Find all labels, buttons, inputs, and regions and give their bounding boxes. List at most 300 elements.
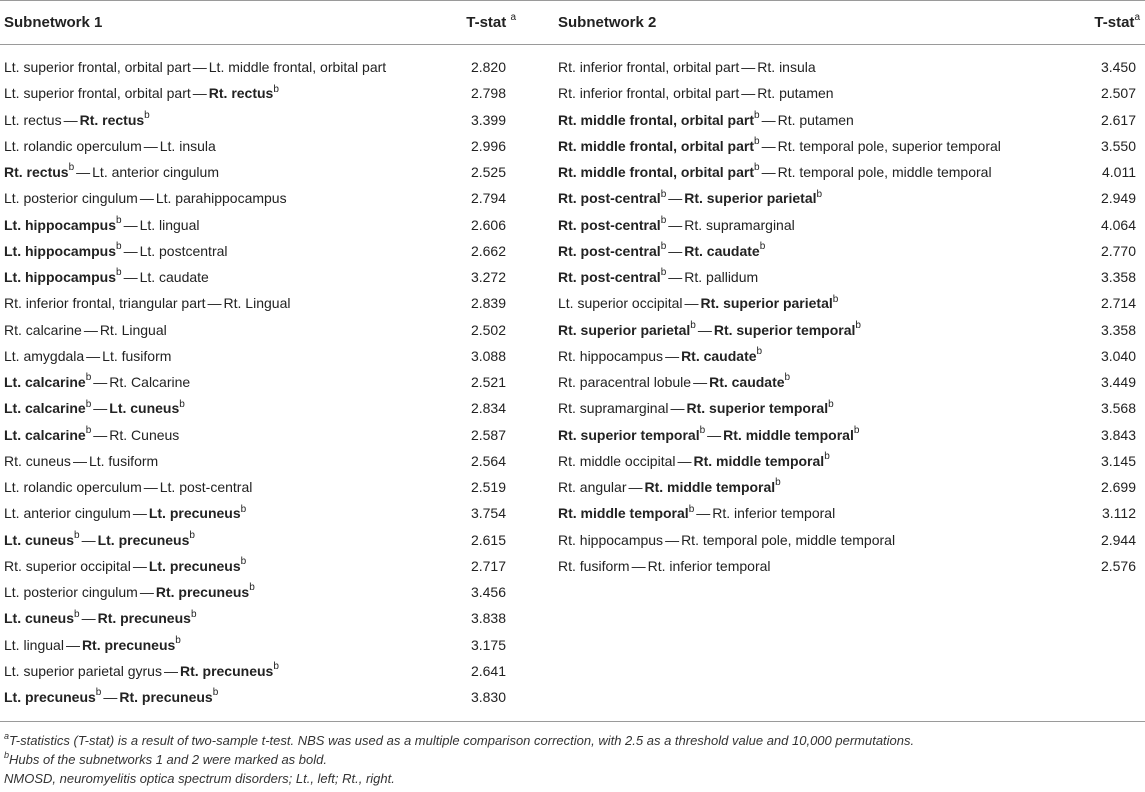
connection-separator: — bbox=[63, 111, 78, 128]
region-name: Rt. caudate bbox=[681, 347, 757, 364]
region-name: Rt. cuneus bbox=[4, 452, 71, 469]
region-name: Rt. Lingual bbox=[223, 295, 291, 312]
connection-label bbox=[558, 453, 830, 469]
table-row bbox=[4, 239, 516, 265]
region-name: Lt. lingual bbox=[4, 636, 64, 653]
hub-marker: b bbox=[74, 608, 80, 620]
region-name: Rt. fusiform bbox=[558, 557, 630, 574]
region-name: Lt. post-central bbox=[159, 479, 253, 495]
connection-separator: — bbox=[76, 164, 91, 180]
region-name: Lt. posterior cingulum bbox=[4, 190, 138, 207]
hub-marker: b bbox=[754, 136, 760, 148]
hub-marker: b bbox=[240, 503, 247, 515]
connection-label bbox=[558, 532, 895, 548]
connection-label bbox=[4, 529, 195, 548]
connection-separator: — bbox=[761, 137, 776, 154]
connection-separator: — bbox=[696, 505, 711, 522]
region-name: Rt. post-central bbox=[558, 216, 661, 233]
region-name: Lt. parahippocampus bbox=[155, 190, 287, 207]
connection-label bbox=[558, 348, 762, 364]
region-name: Lt. fusiform bbox=[102, 347, 172, 364]
connection-label bbox=[4, 269, 209, 285]
connection-separator: — bbox=[132, 557, 147, 574]
t-stat-value: 2.521 bbox=[470, 374, 506, 390]
connection-separator: — bbox=[631, 557, 646, 574]
table-row bbox=[4, 554, 516, 580]
region-name: Lt. hippocampus bbox=[4, 269, 116, 285]
region-name: Rt. middle frontal, orbital part bbox=[558, 137, 755, 154]
hub-marker: b bbox=[144, 109, 150, 121]
connection-separator: — bbox=[103, 689, 118, 705]
connection-label bbox=[4, 374, 190, 390]
connection-separator: — bbox=[670, 400, 685, 417]
connection-label bbox=[4, 505, 246, 521]
table-row bbox=[4, 659, 516, 685]
subnetwork-1-tstat-header bbox=[466, 14, 516, 31]
hub-marker: b bbox=[249, 582, 255, 594]
tstat-label: T-stat bbox=[466, 14, 507, 31]
t-stat-value: 2.839 bbox=[470, 295, 506, 312]
region-name: Lt. caudate bbox=[139, 269, 209, 285]
hub-marker: b bbox=[68, 162, 75, 174]
region-name: Rt. precuneus bbox=[81, 636, 176, 653]
t-stat-value: 2.996 bbox=[470, 137, 506, 154]
connection-separator: — bbox=[93, 426, 108, 443]
region-name: Lt. precuneus bbox=[148, 557, 241, 574]
connection-label bbox=[4, 400, 185, 416]
connection-label bbox=[558, 85, 834, 101]
hub-marker: b bbox=[754, 162, 760, 174]
region-name: Lt. cuneus bbox=[4, 610, 75, 627]
footnote-text: NMOSD, neuromyelitis optica spectrum disorders; Lt., left; Rt., right. bbox=[4, 771, 395, 786]
connection-separator: — bbox=[143, 137, 158, 154]
connection-separator: — bbox=[81, 531, 96, 548]
table-row bbox=[4, 685, 516, 711]
region-name: Rt. Calcarine bbox=[109, 374, 191, 390]
region-name: Lt. insula bbox=[159, 137, 216, 154]
hub-marker: b bbox=[273, 83, 279, 95]
table-row bbox=[558, 134, 1140, 160]
connection-label bbox=[558, 400, 834, 416]
table-row bbox=[4, 370, 516, 396]
t-stat-value: 3.456 bbox=[470, 584, 506, 600]
table-row bbox=[558, 396, 1140, 422]
connection-separator: — bbox=[668, 242, 683, 259]
t-stat-value: 2.944 bbox=[1100, 531, 1136, 548]
region-name: Lt. anterior cingulum bbox=[4, 505, 131, 522]
region-name: Rt. insula bbox=[757, 59, 816, 75]
connection-separator: — bbox=[693, 374, 708, 390]
region-name: Rt. middle frontal, orbital part bbox=[558, 111, 755, 128]
region-name: Rt. middle temporal bbox=[693, 452, 825, 469]
t-stat-value: 3.088 bbox=[470, 347, 506, 364]
t-stat-value: 3.358 bbox=[1100, 269, 1136, 285]
hub-marker: b bbox=[74, 529, 80, 541]
connection-separator: — bbox=[668, 216, 683, 233]
hub-marker: b bbox=[85, 398, 92, 410]
region-name: Rt. caudate bbox=[684, 242, 760, 259]
t-stat-value: 3.568 bbox=[1100, 400, 1136, 417]
t-stat-value: 2.949 bbox=[1100, 190, 1136, 207]
t-stat-value: 3.272 bbox=[470, 269, 506, 285]
region-name: Rt. post-central bbox=[558, 190, 661, 207]
t-stat-value: 2.798 bbox=[470, 85, 506, 102]
connection-label bbox=[4, 164, 219, 180]
hub-marker: b bbox=[85, 424, 92, 436]
region-name: Rt. caudate bbox=[709, 374, 785, 390]
t-stat-value: 3.450 bbox=[1100, 59, 1136, 75]
subnetwork-2-title: Subnetwork 2 bbox=[558, 14, 657, 31]
connection-separator: — bbox=[123, 216, 138, 233]
footnote-abbreviations bbox=[4, 769, 914, 788]
region-name: Rt. middle temporal bbox=[558, 505, 689, 522]
subnetwork-2-rows bbox=[558, 55, 1140, 580]
t-stat-value: 3.040 bbox=[1100, 347, 1136, 364]
hub-marker: b bbox=[660, 241, 667, 253]
t-stat-value: 2.507 bbox=[1100, 85, 1136, 102]
table-row bbox=[558, 501, 1140, 527]
table-row bbox=[4, 475, 516, 501]
table-row bbox=[4, 423, 516, 449]
connection-label bbox=[4, 663, 279, 679]
connection-label bbox=[4, 584, 255, 600]
t-stat-value: 3.830 bbox=[470, 689, 506, 705]
region-name: Rt. middle occipital bbox=[558, 452, 676, 469]
region-name: Lt. calcarine bbox=[4, 426, 86, 443]
hub-marker: b bbox=[754, 109, 760, 121]
region-name: Lt. cuneus bbox=[4, 531, 75, 548]
footnote-a bbox=[4, 731, 914, 750]
t-stat-value: 2.662 bbox=[470, 242, 506, 259]
region-name: Lt. precuneus bbox=[148, 505, 241, 522]
connection-label bbox=[558, 295, 838, 311]
region-name: Rt. rectus bbox=[208, 85, 274, 102]
region-name: Rt. post-central bbox=[558, 269, 661, 285]
t-stat-value: 3.754 bbox=[470, 505, 506, 522]
t-stat-value: 3.358 bbox=[1100, 321, 1136, 338]
t-stat-value: 3.399 bbox=[470, 111, 506, 128]
table-row bbox=[558, 160, 1140, 186]
region-name: Lt. posterior cingulum bbox=[4, 584, 138, 600]
connection-label bbox=[558, 214, 795, 233]
region-name: Lt. lingual bbox=[139, 216, 200, 233]
region-name: Lt. rectus bbox=[4, 111, 62, 128]
connection-label bbox=[4, 85, 279, 101]
t-stat-value: 2.576 bbox=[1100, 557, 1136, 574]
connection-label bbox=[4, 453, 158, 469]
connection-label bbox=[558, 374, 790, 390]
t-stat-value: 2.587 bbox=[470, 426, 506, 443]
hub-marker: b bbox=[824, 451, 830, 463]
hub-marker: b bbox=[179, 398, 185, 410]
hub-marker: b bbox=[116, 241, 122, 253]
t-stat-value: 2.820 bbox=[470, 59, 506, 75]
table-row bbox=[4, 55, 516, 81]
connection-separator: — bbox=[697, 321, 712, 338]
region-name: Rt. paracentral lobule bbox=[558, 374, 692, 390]
region-name: Rt. superior occipital bbox=[4, 557, 131, 574]
t-stat-value: 3.449 bbox=[1100, 374, 1136, 390]
connection-separator: — bbox=[665, 347, 680, 364]
connection-label bbox=[4, 479, 252, 495]
connection-separator: — bbox=[677, 452, 692, 469]
table-row bbox=[558, 55, 1140, 81]
connection-label bbox=[558, 164, 992, 180]
hub-marker: b bbox=[212, 687, 219, 699]
connection-label bbox=[4, 424, 180, 443]
t-stat-value: 2.641 bbox=[470, 662, 506, 679]
table-row bbox=[558, 239, 1140, 265]
t-stat-value: 2.699 bbox=[1100, 479, 1136, 495]
hub-marker: b bbox=[116, 267, 122, 279]
table-row bbox=[558, 213, 1140, 239]
connection-label bbox=[4, 295, 290, 311]
hub-marker: b bbox=[759, 241, 766, 253]
hub-marker: b bbox=[660, 188, 667, 200]
region-name: Rt. middle temporal bbox=[644, 479, 776, 495]
region-name: Rt. Cuneus bbox=[109, 426, 180, 443]
connection-label bbox=[558, 269, 758, 285]
hub-marker: b bbox=[660, 267, 667, 279]
t-stat-value: 2.834 bbox=[470, 400, 506, 417]
region-name: Rt. supramarginal bbox=[684, 216, 795, 233]
connection-label bbox=[558, 319, 861, 338]
region-name: Lt. anterior cingulum bbox=[92, 164, 219, 180]
t-stat-value: 4.064 bbox=[1100, 216, 1136, 233]
hub-marker: b bbox=[756, 346, 763, 358]
table-row bbox=[4, 449, 516, 475]
region-name: Rt. angular bbox=[558, 479, 627, 495]
footnote-text: Hubs of the subnetworks 1 and 2 were marked as bold. bbox=[9, 752, 327, 767]
subnetwork-1-header bbox=[4, 14, 516, 34]
hub-marker: b bbox=[688, 503, 695, 515]
table-row bbox=[4, 291, 516, 317]
hub-marker: b bbox=[784, 372, 791, 384]
t-stat-value: 2.714 bbox=[1100, 295, 1136, 312]
region-name: Rt. supramarginal bbox=[558, 400, 669, 417]
footnote-marker: b bbox=[4, 749, 10, 760]
connection-label bbox=[558, 505, 835, 521]
hub-marker: b bbox=[855, 319, 861, 331]
region-name: Lt. rolandic operculum bbox=[4, 479, 142, 495]
connection-label bbox=[4, 243, 228, 259]
region-name: Lt. superior parietal gyrus bbox=[4, 662, 162, 679]
table-row bbox=[558, 186, 1140, 212]
t-stat-value: 2.519 bbox=[470, 479, 506, 495]
connection-separator: — bbox=[132, 505, 147, 522]
hub-marker: b bbox=[189, 529, 195, 541]
connection-separator: — bbox=[86, 347, 101, 364]
connection-label bbox=[4, 634, 181, 653]
region-name: Rt. superior temporal bbox=[686, 400, 829, 417]
t-stat-value: 3.838 bbox=[470, 610, 506, 627]
region-name: Rt. precuneus bbox=[119, 689, 213, 705]
connection-separator: — bbox=[123, 269, 138, 285]
table-row bbox=[558, 291, 1140, 317]
tstat-label: T-stat bbox=[1094, 14, 1135, 31]
region-name: Rt. superior parietal bbox=[684, 190, 817, 207]
region-name: Lt. superior occipital bbox=[558, 295, 683, 312]
hub-marker: b bbox=[699, 424, 706, 436]
region-name: Rt. post-central bbox=[558, 242, 661, 259]
region-name: Rt. superior parietal bbox=[700, 295, 833, 312]
connection-separator: — bbox=[192, 85, 207, 102]
t-stat-value: 3.550 bbox=[1100, 137, 1136, 154]
connection-separator: — bbox=[93, 374, 108, 390]
region-name: Rt. pallidum bbox=[684, 269, 759, 285]
connection-label bbox=[558, 424, 860, 443]
hub-marker: b bbox=[853, 424, 860, 436]
table-row bbox=[4, 606, 516, 632]
region-name: Rt. precuneus bbox=[155, 584, 250, 600]
table-footnotes bbox=[4, 731, 914, 788]
connection-label bbox=[4, 322, 167, 338]
table-row bbox=[4, 134, 516, 160]
table-row bbox=[558, 449, 1140, 475]
hub-marker: b bbox=[828, 398, 834, 410]
region-name: Lt. amygdala bbox=[4, 347, 85, 364]
region-name: Rt. temporal pole, middle temporal bbox=[681, 531, 896, 548]
hub-marker: b bbox=[660, 214, 667, 226]
table-row bbox=[4, 344, 516, 370]
t-stat-value: 2.502 bbox=[470, 321, 506, 338]
region-name: Rt. middle temporal bbox=[723, 426, 854, 443]
region-name: Rt. superior parietal bbox=[558, 321, 691, 338]
region-name: Rt. putamen bbox=[757, 85, 834, 102]
region-name: Rt. inferior frontal, orbital part bbox=[558, 85, 740, 102]
tstat-footnote-marker: a bbox=[1134, 12, 1140, 23]
t-stat-value: 2.615 bbox=[470, 531, 506, 548]
footnote-text: T-statistics (T-stat) is a result of two-sample t-test. NBS was used as a multiple comparison correction, with 2.5 as a threshold value and 10,000 permutations. bbox=[9, 733, 915, 748]
region-name: Rt. hippocampus bbox=[558, 531, 664, 548]
region-name: Lt. fusiform bbox=[88, 452, 159, 469]
connection-separator: — bbox=[81, 610, 96, 627]
hub-marker: b bbox=[816, 188, 823, 200]
t-stat-value: 4.011 bbox=[1102, 164, 1136, 180]
connection-label bbox=[4, 59, 386, 75]
table-row bbox=[558, 554, 1140, 580]
region-name: Rt. rectus bbox=[4, 164, 69, 180]
region-name: Rt. putamen bbox=[777, 111, 854, 128]
hub-marker: b bbox=[832, 293, 839, 305]
t-stat-value: 3.175 bbox=[470, 636, 506, 653]
footnote-marker: a bbox=[4, 730, 10, 741]
region-name: Lt. rolandic operculum bbox=[4, 137, 142, 154]
region-name: Rt. precuneus bbox=[179, 662, 274, 679]
connection-label bbox=[4, 348, 171, 364]
t-stat-value: 2.606 bbox=[470, 216, 506, 233]
region-name: Lt. calcarine bbox=[4, 374, 86, 390]
table-row bbox=[558, 81, 1140, 107]
connection-separator: — bbox=[139, 584, 154, 600]
region-name: Rt. temporal pole, middle temporal bbox=[777, 164, 992, 180]
region-name: Lt. cuneus bbox=[109, 400, 180, 417]
table-row bbox=[558, 423, 1140, 449]
connection-separator: — bbox=[65, 636, 80, 653]
t-stat-value: 3.112 bbox=[1102, 505, 1136, 522]
table-row bbox=[4, 81, 516, 107]
connection-separator: — bbox=[72, 452, 87, 469]
region-name: Rt. Lingual bbox=[99, 321, 167, 338]
connection-label bbox=[558, 190, 822, 206]
connection-separator: — bbox=[139, 190, 154, 207]
table-row bbox=[558, 318, 1140, 344]
table-row bbox=[4, 318, 516, 344]
hub-marker: b bbox=[175, 634, 181, 646]
region-name: Lt. hippocampus bbox=[4, 216, 116, 233]
subnetwork-1-rows bbox=[4, 55, 516, 711]
connection-separator: — bbox=[628, 479, 643, 495]
table-row bbox=[558, 475, 1140, 501]
region-name: Rt. inferior temporal bbox=[647, 557, 771, 574]
connection-label bbox=[4, 109, 150, 128]
connection-separator: — bbox=[192, 59, 207, 75]
region-name: Lt. precuneus bbox=[97, 531, 190, 548]
region-name: Rt. calcarine bbox=[4, 321, 82, 338]
region-name: Rt. hippocampus bbox=[558, 347, 664, 364]
region-name: Rt. inferior frontal, triangular part bbox=[4, 295, 206, 312]
hub-marker: b bbox=[85, 372, 92, 384]
region-name: Lt. superior frontal, orbital part bbox=[4, 85, 191, 102]
hub-marker: b bbox=[690, 319, 696, 331]
region-name: Lt. middle frontal, orbital part bbox=[208, 59, 387, 75]
table-row bbox=[4, 186, 516, 212]
table-row bbox=[4, 633, 516, 659]
subnetwork-2-header bbox=[558, 14, 1140, 34]
connection-label bbox=[558, 59, 816, 75]
region-name: Rt. middle frontal, orbital part bbox=[558, 164, 755, 180]
connection-label bbox=[4, 138, 216, 154]
connection-separator: — bbox=[761, 111, 776, 128]
connection-label bbox=[4, 558, 246, 574]
region-name: Lt. precuneus bbox=[4, 689, 96, 705]
region-name: Lt. postcentral bbox=[139, 242, 228, 259]
connection-separator: — bbox=[707, 426, 722, 443]
connection-separator: — bbox=[93, 400, 108, 417]
t-stat-value: 3.145 bbox=[1100, 452, 1136, 469]
table-row bbox=[4, 160, 516, 186]
hub-marker: b bbox=[775, 477, 781, 489]
t-stat-value: 2.564 bbox=[470, 452, 506, 469]
connection-separator: — bbox=[668, 269, 683, 285]
table-row bbox=[4, 213, 516, 239]
table-row bbox=[558, 528, 1140, 554]
connection-label bbox=[558, 109, 854, 128]
table-row bbox=[558, 108, 1140, 134]
hub-marker: b bbox=[273, 661, 279, 673]
table-row bbox=[558, 265, 1140, 291]
table-row bbox=[4, 580, 516, 606]
connection-separator: — bbox=[668, 190, 683, 207]
t-stat-value: 2.525 bbox=[470, 164, 506, 180]
connection-separator: — bbox=[143, 479, 158, 495]
connection-separator: — bbox=[741, 59, 756, 75]
region-name: Rt. superior temporal bbox=[558, 426, 700, 443]
connection-separator: — bbox=[684, 295, 699, 312]
hub-marker: b bbox=[240, 556, 247, 568]
region-name: Rt. superior temporal bbox=[713, 321, 856, 338]
subnetwork-2-tstat-header bbox=[1094, 14, 1140, 31]
connection-separator: — bbox=[163, 662, 178, 679]
connection-label bbox=[4, 610, 197, 626]
region-name: Rt. temporal pole, superior temporal bbox=[777, 137, 1001, 154]
region-name: Lt. hippocampus bbox=[4, 242, 116, 259]
subnetwork-1-title: Subnetwork 1 bbox=[4, 14, 103, 31]
region-name: Rt. inferior frontal, orbital part bbox=[558, 59, 740, 75]
connection-separator: — bbox=[761, 164, 776, 180]
connection-separator: — bbox=[83, 321, 98, 338]
connection-label bbox=[4, 190, 287, 206]
